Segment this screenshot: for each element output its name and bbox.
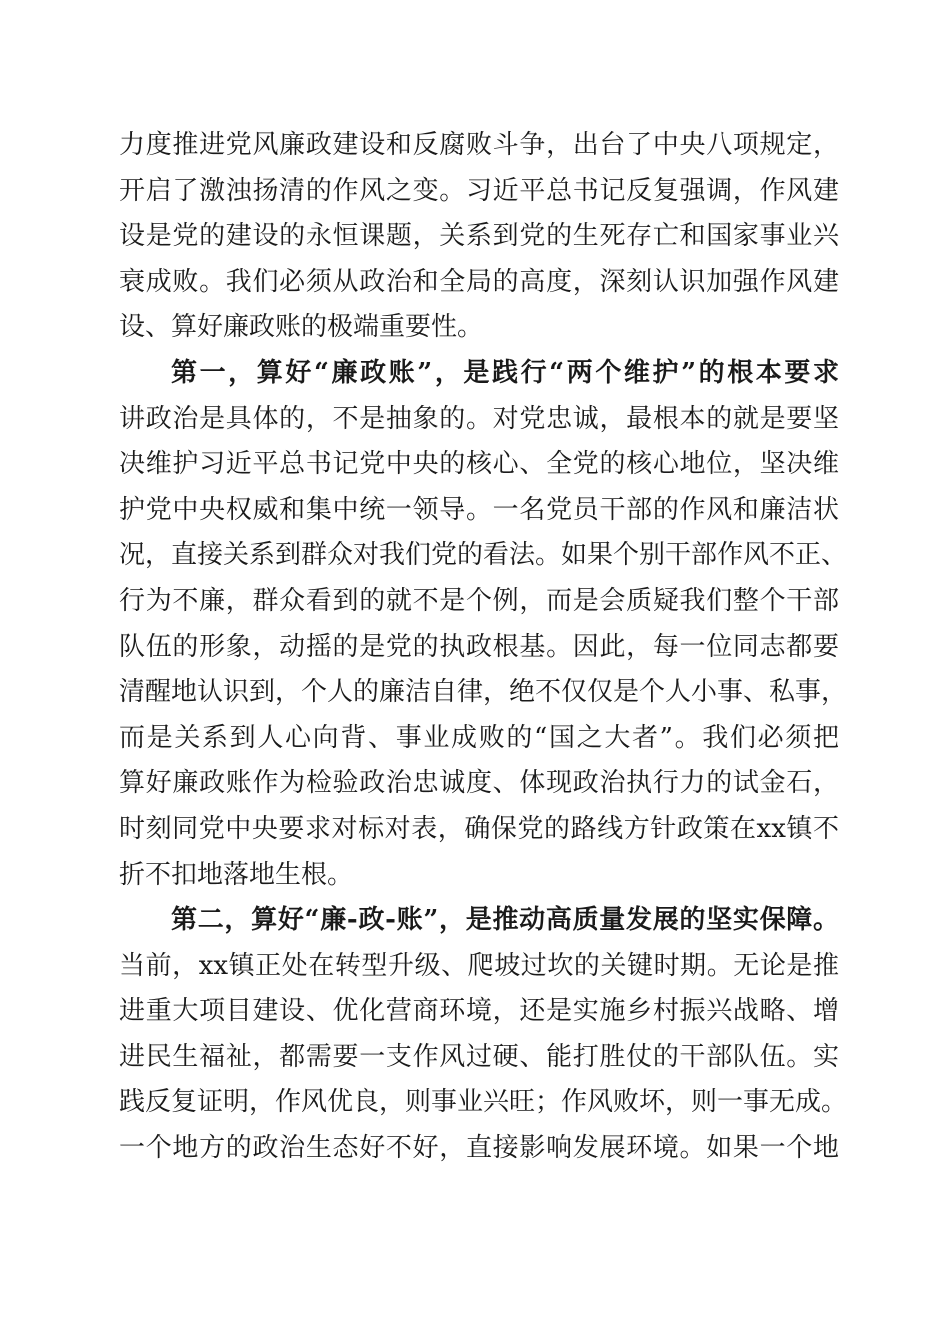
- text-line: 力度推进党风廉政建设和反腐败斗争，出台了中央八项规定，: [119, 130, 839, 160]
- text-line: 当前，xx镇正处在转型升级、爬坡过坎的关键时期。无论是推: [119, 950, 839, 981]
- text-line: 一个地方的政治生态好不好，直接影响发展环境。如果一个地: [119, 1133, 839, 1164]
- text-line: 进民生福祉，都需要一支作风过硬、能打胜仗的干部队伍。实: [119, 1041, 839, 1072]
- text-line: 设是党的建设的永恒课题，关系到党的生死存亡和国家事业兴: [119, 221, 839, 252]
- text-line: 设、算好廉政账的极端重要性。: [119, 312, 484, 343]
- section-second: [119, 898, 848, 1172]
- text-line: 进重大项目建设、优化营商环境，还是实施乡村振兴战略、增: [119, 996, 839, 1027]
- text-line: 行为不廉，群众看到的就不是个例，而是会质疑我们整个干部: [119, 585, 839, 616]
- section-heading-first: 第一，算好“廉政账”，是践行“两个维护”的根本要求: [171, 357, 839, 388]
- text-line: 讲政治是具体的，不是抽象的。对党忠诚，最根本的就是要坚: [119, 403, 839, 434]
- section-heading-second: 第二，算好“廉-政-账”，是推动高质量发展的坚实保障。: [171, 905, 839, 936]
- text-line: 而是关系到人心向背、事业成败的“国之大者”。我们必须把: [119, 722, 839, 753]
- document-body: [119, 123, 848, 1172]
- text-line: 队伍的形象，动摇的是党的执政根基。因此，每一位同志都要: [119, 631, 839, 662]
- text-line: 况，直接关系到群众对我们党的看法。如果个别干部作风不正、: [119, 540, 848, 571]
- paragraph-intro: [119, 123, 839, 351]
- text-line: 开启了激浊扬清的作风之变。习近平总书记反复强调，作风建: [119, 175, 839, 206]
- text-line: 折不扣地落地生根。: [119, 859, 354, 890]
- text-line: 决维护习近平总书记党中央的核心、全党的核心地位，坚决维: [119, 449, 839, 480]
- section-first: [119, 351, 848, 898]
- text-line: 时刻同党中央要求对标对表，确保党的路线方针政策在xx镇不: [119, 813, 839, 844]
- text-line: 护党中央权威和集中统一领导。一名党员干部的作风和廉洁状: [119, 494, 839, 525]
- text-line: 算好廉政账作为检验政治忠诚度、体现政治执行力的试金石，: [119, 768, 839, 799]
- text-line: 衰成败。我们必须从政治和全局的高度，深刻认识加强作风建: [119, 266, 839, 297]
- text-line: 践反复证明，作风优良，则事业兴旺；作风败坏，则一事无成。: [119, 1087, 848, 1118]
- text-line: 清醒地认识到，个人的廉洁自律，绝不仅仅是个人小事、私事，: [119, 677, 848, 708]
